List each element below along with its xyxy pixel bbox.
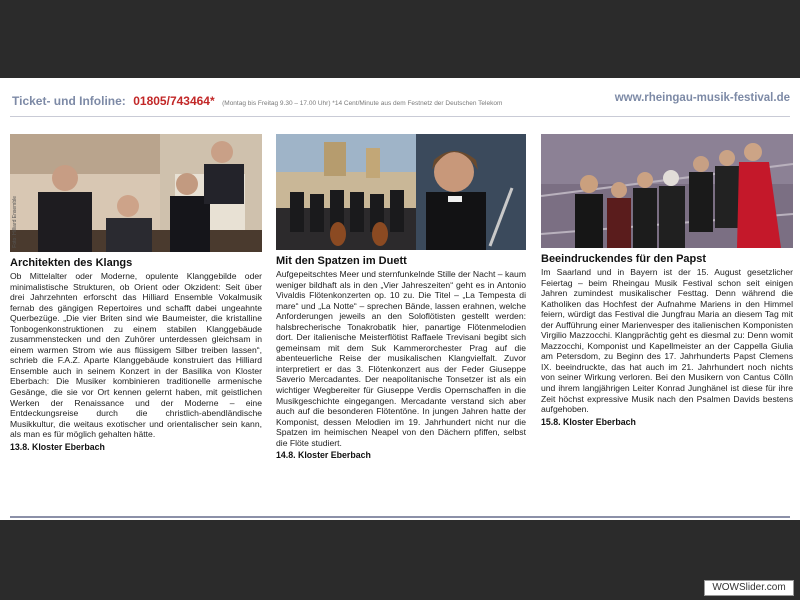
header-divider <box>10 116 790 117</box>
article-title: Mit den Spatzen im Duett <box>276 255 407 267</box>
article-hilliard <box>10 134 262 452</box>
article-mazzocchi <box>541 134 793 427</box>
infoline-hours: (Montag bis Freitag 9.30 – 17.00 Uhr) *14 Cent/Minute aus dem Festnetz der Deutschen Telekom <box>222 100 503 107</box>
wowslider-watermark[interactable]: WOWSlider.com <box>704 580 794 596</box>
infoline-header <box>12 92 796 112</box>
article-title: Beeindruckendes für den Papst <box>541 253 707 265</box>
festival-url: www.rheingau-musik-festival.de <box>614 92 790 104</box>
orchestra-photo <box>276 134 526 250</box>
cantus-coelln-photo <box>541 134 793 248</box>
article-body: Ob Mittelalter oder Moderne, opulente Klanggebilde oder minimalistische Strukturen, ob Orient oder Okzident: Seit über drei Jahrzehnten erforscht das Hilliard Ensemble Vokalmusik fernab des gängigen Repertoires und schafft dabei ungeahnte Querbezüge. „Die vier Briten sind wie Baumeister, die kristalline Tonbogenkonstruktionen zu einem stabilen Klanggebäude zusammenstecken und den Zuhörer unterdessen gleichsam in einem warmen Strom wie aus flüssigem Silber treiben lassen“, schrieb die F.A.Z. Aparte Klanggebäude konstruiert das Hilliard Ensemble auch in seinem Konzert in der Basilika von Kloster Eberbach: Die Musiker kombinieren traditionelle armenische Gesänge, die sie vor Ort kennen gelernt haben, mit geistlichen Werken der Renaissance und der Moderne – eine Entdeckungsreise durch die christlich-abendländische Musikkultur, die weitaus exotischer und orientalischer sein kann, als man es für möglich gehalten hätte. <box>10 271 262 440</box>
infoline-phone: 01805/743464* <box>133 94 215 108</box>
article-body: Im Saarland und in Bayern ist der 15. August gesetzlicher Feiertag – beim Rheingau Musik Festival schon seit einigen Jahren zumindest musikalischer Festtag. Denn während die Katholiken das Hochfest der Aufnahme Mariens in den Himmel feiern, würdigt das Festival die Jungfrau Maria an diesem Tag mit der Aufführung einer Marienvesper des italienischen Komponisten Virgilio Mazzocchi. Klangprächtig geht es diesmal zu: Denn womit Mazzocchi, Komponist und Kapellmeister an der Cappella Giulia am Petersdom, zu Beginn des 17. Jahrhunderts Papst Clemens IX. beeindruckte, das hat auch im 21. Jahrhundert noch nichts von seiner Wirkung verloren. Bei den Musikern von Cantus Cölln und ihrem langjährigen Leiter Konrad Junghänel ist diese für ihre Zeit höchst expressive Musik nach den Psalmen Davids bestens aufgehoben. <box>541 267 793 415</box>
event-date: 15.8. Kloster Eberbach <box>541 416 636 427</box>
event-date: 13.8. Kloster Eberbach <box>10 441 105 452</box>
article-body: Aufgepeitschtes Meer und sternfunkelnde Stille der Nacht – kaum weniger bildhaft als in den „Vier Jahreszeiten“ geht es in Antonio Vivaldis Flötenkonzerten op. 10 zu. Die Titel – „La Tempesta di mare“ und „La Notte“ – sprechen Bände, lassen erahnen, welche Anforderungen jeweils an den Soloflötisten gestellt werden: halsbrecherische Tonakrobatik hier, panartige Flötenmelodien dort. Der italienische Meisterflötist Raffaele Trevisani begibt sich gemeinsam mit dem Suk Kammerorchester Prag auf die abenteuerliche Reise der musikalischen Klangvielfalt. Zuvor interpretiert er das 3. Flötenkonzert aus der Feder Giuseppe Saverio Mercadantes. Der neapolitanische Tonsetzer ist als ein wichtiger Wegbereiter für Giuseppe Verdis Opernschaffen in die Musikgeschichte eingegangen. Mercadante verstand sich aber auch auf die besonderen Flötentöne. In jungen Jahren hatte der Komponist, dessen Melodien im 19. Jahrhundert nicht nur die Spatzen im heimischen Neapel von den Dächern pfiffen, selbst die Flöte studiert. <box>276 269 526 448</box>
brochure-page <box>0 78 800 520</box>
article-title: Architekten des Klangs <box>10 257 133 269</box>
infoline-label: Ticket- und Infoline: <box>12 94 126 108</box>
footer-divider <box>10 516 790 518</box>
hilliard-ensemble-photo <box>10 134 262 252</box>
photo-credit: Foto: Hilliard Ensemble <box>12 196 18 248</box>
event-date: 14.8. Kloster Eberbach <box>276 450 371 461</box>
article-vivaldi <box>276 134 526 460</box>
